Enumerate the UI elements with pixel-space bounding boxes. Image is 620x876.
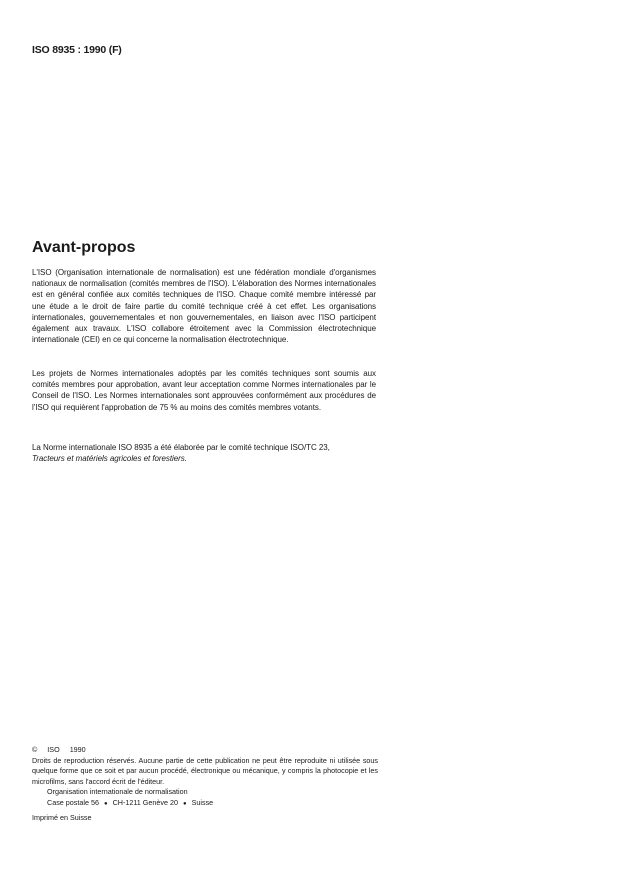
separator-bullet-1: ● [103, 800, 108, 807]
copyright-line [32, 745, 378, 756]
foreword-paragraph-2: Les projets de Normes internationales adoptés par les comités techniques sont soumis aux comités membres pour approbation, avant leur acceptation comme Normes internationales par le Conseil de l'ISO. Les Normes internationales sont approuvées conformément aux procédures de l'ISO qui requièrent l'approbation de 75 % au moins des comités membres votants. [32, 369, 376, 412]
committee-title: Tracteurs et matériels agricoles et forestiers. [32, 454, 187, 464]
publisher-address [47, 798, 378, 810]
copyright-year: 1990 [69, 745, 86, 754]
copyright-footer [32, 745, 378, 823]
foreword-paragraph-1: L'ISO (Organisation internationale de normalisation) est une fédération mondiale d'organismes nationaux de normalisation (comités membres de l'ISO). L'élaboration des Normes internationales est en général confiée aux comités techniques de l'ISO. Chaque comité membre intéressé par une étude a le droit de faire partie du comité technique créé à cet effet. Les organisations internationales, gouvernementales et non gouvernementales, en liaison avec l'ISO participent également aux travaux. L'ISO collabore étroitement avec la Commission électrotechnique internationale (CEI) en ce qui concerne la normalisation électrotechnique. [32, 268, 376, 345]
separator-bullet-2: ● [182, 800, 187, 807]
section-title: Avant-propos [32, 239, 136, 256]
postal-box: Case postale 56 [47, 797, 99, 807]
copyright-org: ISO [47, 745, 60, 754]
foreword-paragraph-3 [32, 442, 376, 464]
committee-statement: La Norme internationale ISO 8935 a été élaborée par le comité technique ISO/TC 23, [32, 443, 330, 452]
document-reference: ISO 8935 : 1990 (F) [32, 44, 122, 56]
postal-city: CH-1211 Genève 20 [112, 797, 178, 807]
country: Suisse [191, 797, 214, 807]
rights-notice: Droits de reproduction réservés. Aucune partie de cette publication ne peut être reproduite ni utilisée sous quelque forme que ce soit et par aucun procédé, électronique ou mécanique, y compris la photocopie et les microfilms, sans l'accord écrit de l'éditeur. [32, 755, 378, 786]
publisher-name: Organisation internationale de normalisation [47, 787, 188, 797]
copyright-symbol: © [32, 745, 38, 754]
printed-notice: Imprimé en Suisse [32, 812, 92, 822]
publisher-block [32, 787, 378, 809]
